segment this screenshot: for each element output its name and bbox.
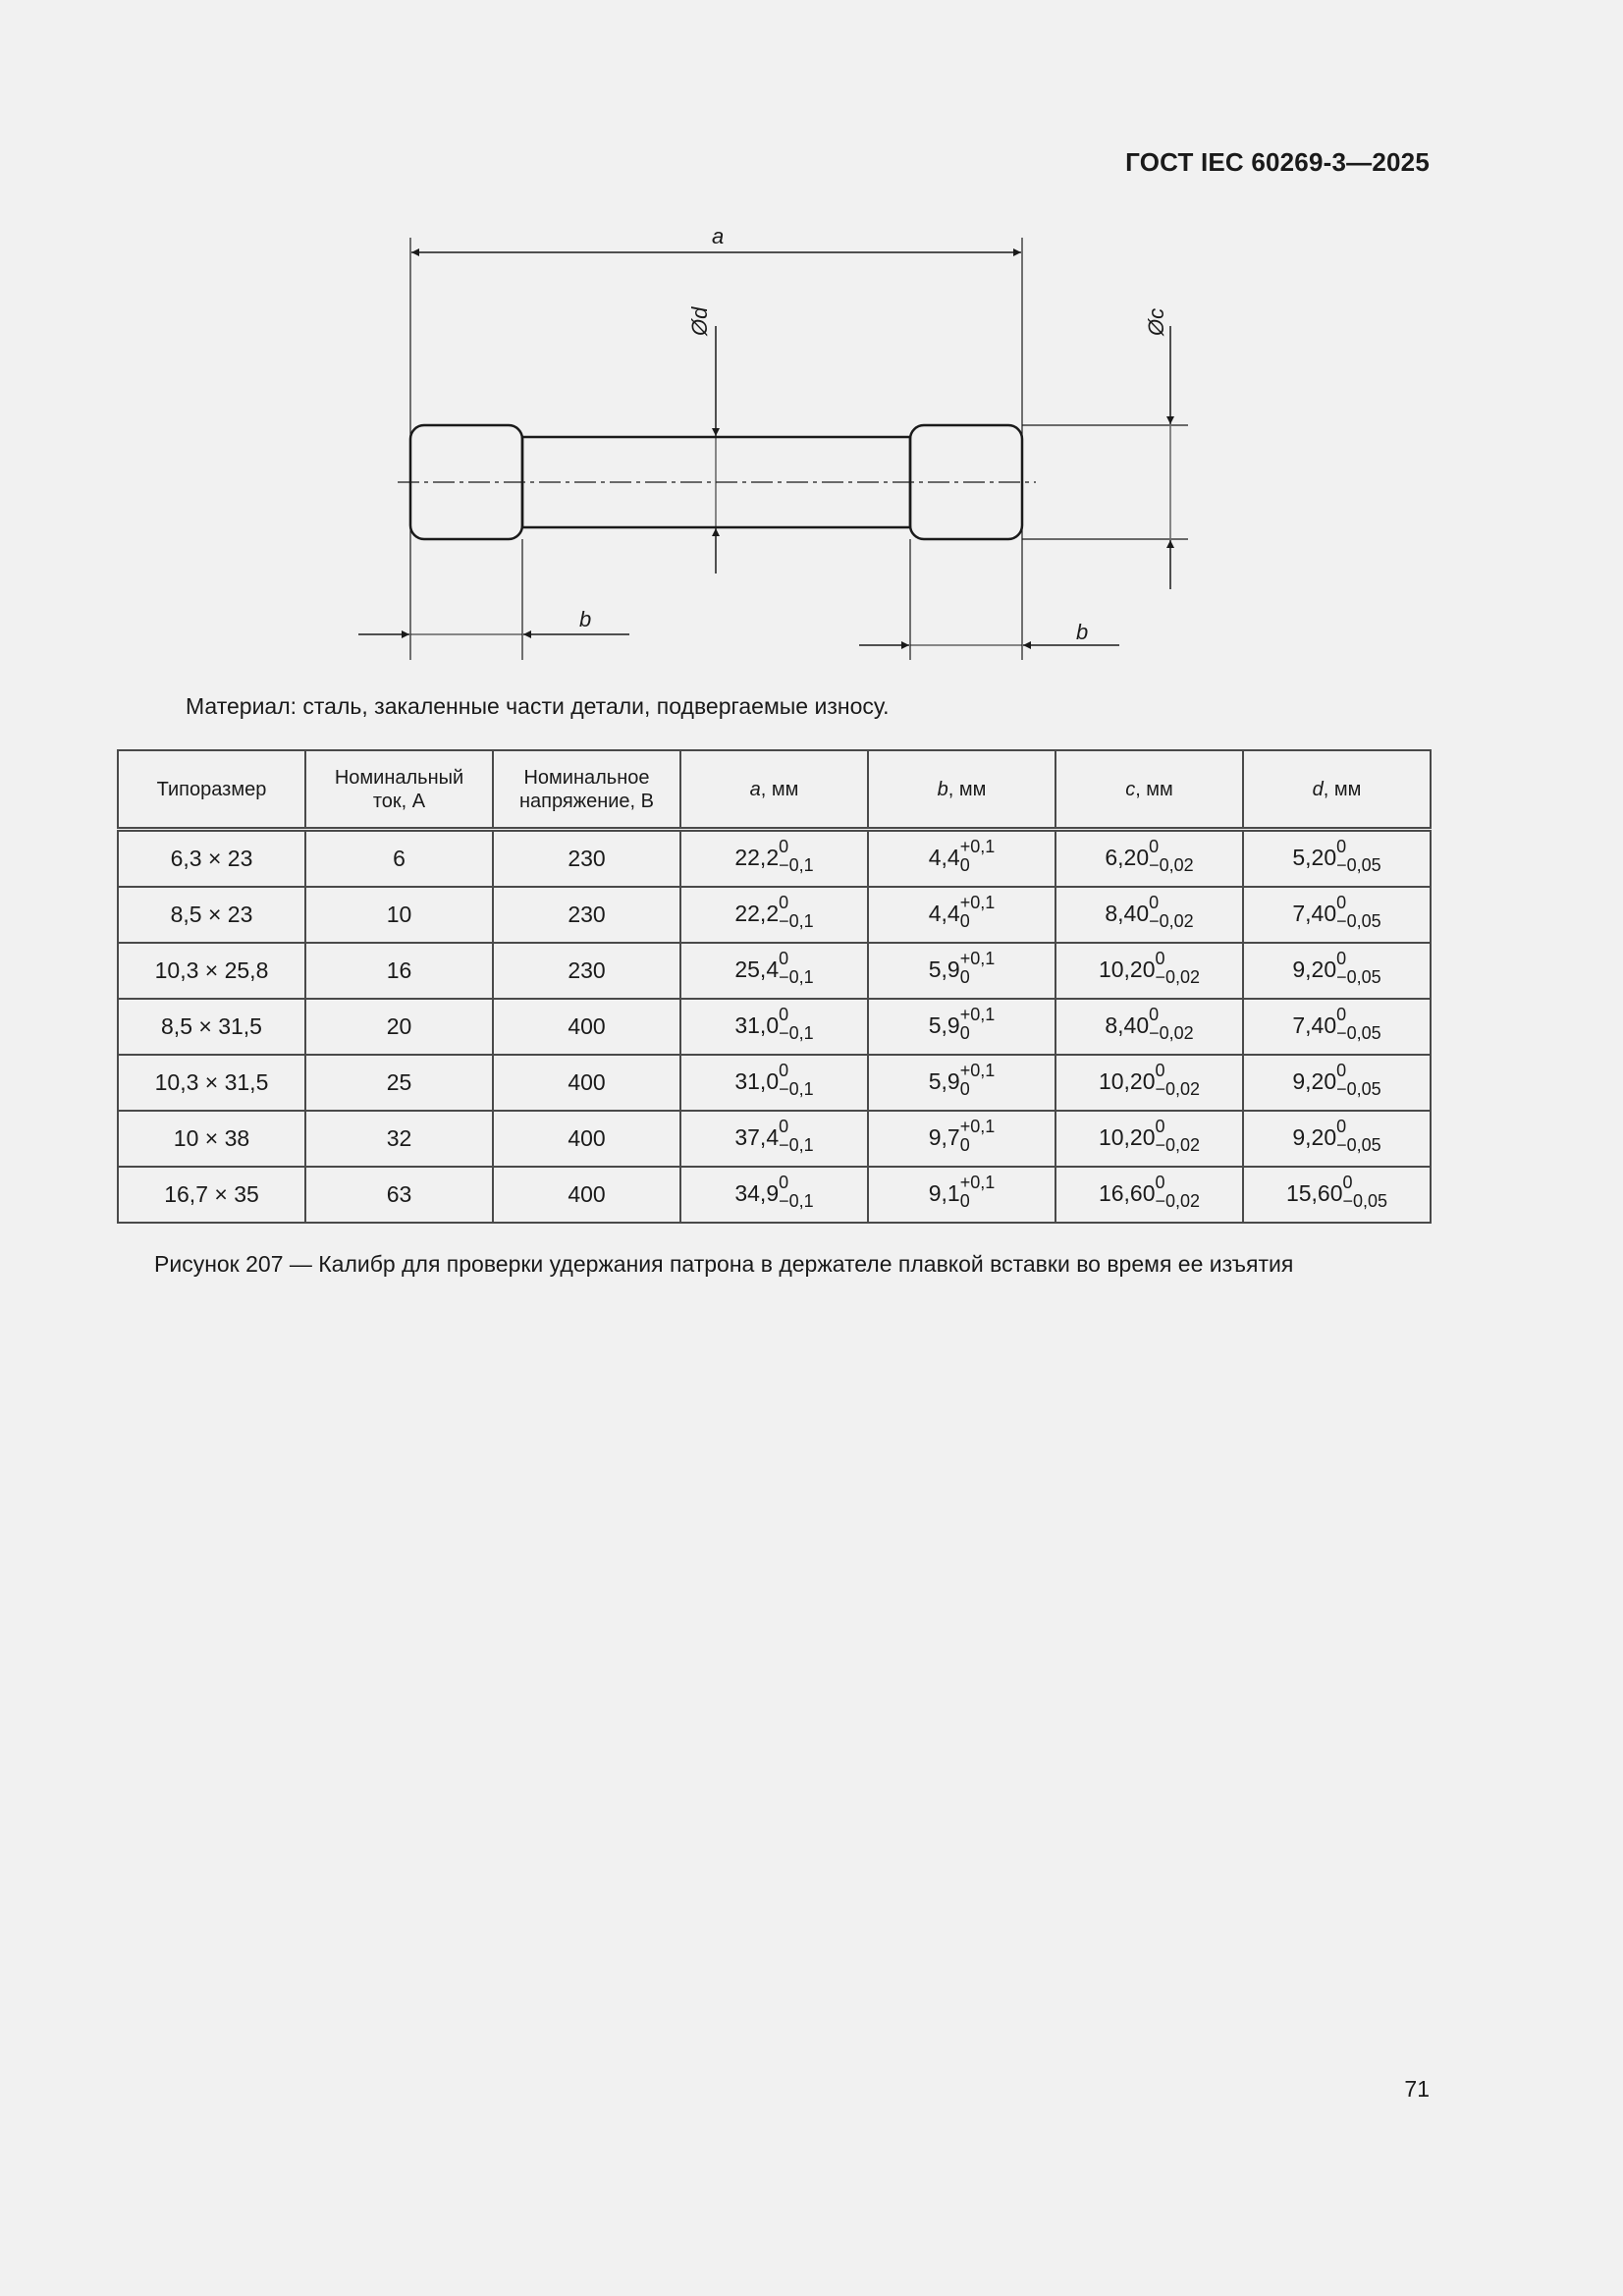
tolerance	[1149, 894, 1194, 931]
label-a: a	[712, 224, 725, 248]
nominal-value: 37,4	[734, 1123, 780, 1150]
cell-d	[1243, 999, 1431, 1055]
tolerance-lower: 0	[959, 1078, 970, 1099]
tolerance	[779, 950, 814, 987]
tolerance-lower: −0,02	[1149, 854, 1194, 875]
tolerance-upper: 0	[1336, 948, 1347, 968]
cell-size: 6,3 × 23	[118, 830, 305, 888]
cell-current: 25	[305, 1055, 493, 1111]
nominal-value: 7,40	[1292, 900, 1337, 926]
tolerance-upper: 0	[779, 892, 789, 912]
cell-c	[1055, 943, 1243, 999]
cell-c	[1055, 999, 1243, 1055]
cell-a	[680, 1167, 868, 1223]
tolerance-lower: −0,05	[1336, 1134, 1381, 1155]
nominal-value: 9,20	[1292, 1123, 1337, 1150]
table-row	[118, 999, 1431, 1055]
header-c: c, мм	[1055, 750, 1243, 830]
tolerance-lower: 0	[959, 854, 970, 875]
nominal-value: 34,9	[734, 1179, 780, 1206]
nominal-value: 9,7	[928, 1123, 960, 1150]
page-number: 71	[1404, 2076, 1430, 2102]
cell-b	[868, 1111, 1055, 1167]
header-d: d, мм	[1243, 750, 1431, 830]
tolerance	[779, 1062, 814, 1099]
nominal-value: 10,20	[1098, 1123, 1156, 1150]
cell-voltage: 230	[493, 830, 680, 888]
tolerance-lower: −0,02	[1155, 1078, 1201, 1099]
tolerance-lower: −0,05	[1342, 1190, 1388, 1211]
cell-b	[868, 887, 1055, 943]
tolerance	[1336, 1062, 1381, 1099]
label-b-right: b	[1076, 620, 1089, 644]
cell-b	[868, 1055, 1055, 1111]
tolerance	[779, 1174, 814, 1211]
cell-voltage: 400	[493, 999, 680, 1055]
nominal-value: 9,20	[1292, 1067, 1337, 1094]
cell-current: 16	[305, 943, 493, 999]
cell-current: 20	[305, 999, 493, 1055]
nominal-value: 5,9	[928, 1011, 960, 1038]
cell-size: 8,5 × 31,5	[118, 999, 305, 1055]
tolerance-upper: 0	[779, 1004, 789, 1024]
cell-d	[1243, 1111, 1431, 1167]
nominal-value: 25,4	[734, 956, 780, 982]
tolerance-upper: +0,1	[959, 1004, 996, 1024]
table-row	[118, 830, 1431, 888]
cell-d	[1243, 943, 1431, 999]
tolerance-lower: 0	[959, 910, 970, 931]
cell-voltage: 230	[493, 887, 680, 943]
nominal-value: 9,1	[928, 1179, 960, 1206]
material-note: Материал: сталь, закаленные части детали, подвергаемые износу.	[186, 693, 890, 719]
tolerance	[1156, 1062, 1201, 1099]
tolerance-upper: 0	[1155, 948, 1165, 968]
tolerance-lower: −0,1	[779, 1022, 814, 1043]
tolerance	[1343, 1174, 1388, 1211]
tolerance-lower: 0	[959, 1190, 970, 1211]
cell-c	[1055, 887, 1243, 943]
cell-size: 16,7 × 35	[118, 1167, 305, 1223]
tolerance	[1156, 1174, 1201, 1211]
table-row	[118, 1111, 1431, 1167]
table-row	[118, 887, 1431, 943]
tolerance-upper: +0,1	[959, 836, 996, 856]
nominal-value: 31,0	[734, 1067, 780, 1094]
cell-voltage: 400	[493, 1111, 680, 1167]
nominal-value: 16,60	[1098, 1179, 1156, 1206]
tolerance-upper: 0	[1155, 1172, 1165, 1192]
cell-size: 10 × 38	[118, 1111, 305, 1167]
cell-d	[1243, 830, 1431, 888]
label-b-left: b	[579, 607, 592, 631]
nominal-value: 10,20	[1098, 956, 1156, 982]
tolerance-upper: 0	[1336, 1116, 1347, 1136]
tolerance	[960, 1062, 996, 1099]
tolerance-lower: −0,02	[1155, 1190, 1201, 1211]
tolerance	[1336, 894, 1381, 931]
tolerance-lower: −0,1	[779, 1078, 814, 1099]
table-header-row	[118, 750, 1431, 830]
cell-voltage: 400	[493, 1055, 680, 1111]
cell-b	[868, 943, 1055, 999]
cell-size: 8,5 × 23	[118, 887, 305, 943]
cell-b	[868, 830, 1055, 888]
nominal-value: 22,2	[734, 900, 780, 926]
nominal-value: 4,4	[928, 844, 960, 870]
nominal-value: 22,2	[734, 844, 780, 870]
tolerance	[779, 894, 814, 931]
cell-size: 10,3 × 25,8	[118, 943, 305, 999]
cell-a	[680, 1111, 868, 1167]
dimensions-table	[117, 749, 1432, 1224]
cell-c	[1055, 1167, 1243, 1223]
tolerance-lower: −0,02	[1155, 966, 1201, 987]
cell-voltage: 230	[493, 943, 680, 999]
header-a: a, мм	[680, 750, 868, 830]
tolerance-upper: +0,1	[959, 1060, 996, 1080]
cell-c	[1055, 1055, 1243, 1111]
nominal-value: 8,40	[1105, 900, 1150, 926]
tolerance-lower: −0,05	[1336, 854, 1381, 875]
tolerance	[960, 950, 996, 987]
tolerance	[1336, 1006, 1381, 1043]
header-current: Номинальный ток, А	[305, 750, 493, 830]
cell-d	[1243, 1055, 1431, 1111]
tolerance	[1156, 950, 1201, 987]
cell-voltage: 400	[493, 1167, 680, 1223]
tolerance-upper: 0	[1155, 1116, 1165, 1136]
cell-size: 10,3 × 31,5	[118, 1055, 305, 1111]
cell-c	[1055, 830, 1243, 888]
cell-a	[680, 943, 868, 999]
tolerance-lower: −0,02	[1149, 910, 1194, 931]
tolerance-lower: −0,1	[779, 966, 814, 987]
tolerance	[779, 838, 814, 875]
tolerance	[1336, 950, 1381, 987]
tolerance	[779, 1006, 814, 1043]
tolerance-upper: 0	[779, 1116, 789, 1136]
cell-b	[868, 1167, 1055, 1223]
table-row	[118, 1167, 1431, 1223]
tolerance-upper: 0	[1149, 1004, 1160, 1024]
nominal-value: 6,20	[1105, 844, 1150, 870]
tolerance-lower: −0,1	[779, 1134, 814, 1155]
cell-d	[1243, 1167, 1431, 1223]
tolerance-upper: 0	[1155, 1060, 1165, 1080]
tolerance-lower: −0,05	[1336, 910, 1381, 931]
table-row	[118, 1055, 1431, 1111]
tolerance-upper: 0	[1149, 892, 1160, 912]
tolerance-upper: +0,1	[959, 1172, 996, 1192]
tolerance-lower: 0	[959, 1022, 970, 1043]
tolerance-lower: −0,1	[779, 910, 814, 931]
label-d: Ød	[687, 306, 712, 336]
tolerance-lower: −0,02	[1155, 1134, 1201, 1155]
nominal-value: 8,40	[1105, 1011, 1150, 1038]
tolerance-upper: +0,1	[959, 892, 996, 912]
cell-current: 6	[305, 830, 493, 888]
nominal-value: 5,9	[928, 1067, 960, 1094]
tolerance-lower: −0,05	[1336, 1022, 1381, 1043]
cell-a	[680, 887, 868, 943]
tolerance-upper: 0	[779, 836, 789, 856]
tolerance-upper: 0	[1342, 1172, 1353, 1192]
tolerance	[960, 1118, 996, 1155]
gauge-drawing	[349, 216, 1213, 668]
tolerance-upper: +0,1	[959, 1116, 996, 1136]
nominal-value: 5,20	[1292, 844, 1337, 870]
figure-caption: Рисунок 207 — Калибр для проверки удержания патрона в держателе плавкой вставки во время ее изъятия	[154, 1251, 1294, 1277]
tolerance-upper: 0	[779, 948, 789, 968]
tolerance-lower: −0,1	[779, 854, 814, 875]
cell-d	[1243, 887, 1431, 943]
tolerance	[1336, 1118, 1381, 1155]
header-voltage: Номинальное напряжение, В	[493, 750, 680, 830]
tolerance-upper: 0	[1149, 836, 1160, 856]
nominal-value: 5,9	[928, 956, 960, 982]
nominal-value: 9,20	[1292, 956, 1337, 982]
tolerance	[1156, 1118, 1201, 1155]
tolerance	[960, 1174, 996, 1211]
cell-c	[1055, 1111, 1243, 1167]
nominal-value: 31,0	[734, 1011, 780, 1038]
tolerance-lower: −0,02	[1149, 1022, 1194, 1043]
tolerance	[1149, 838, 1194, 875]
tolerance	[779, 1118, 814, 1155]
cell-a	[680, 830, 868, 888]
tolerance-lower: −0,05	[1336, 1078, 1381, 1099]
tolerance-upper: 0	[1336, 836, 1347, 856]
label-c: Øc	[1144, 307, 1168, 336]
tolerance-upper: +0,1	[959, 948, 996, 968]
cell-current: 32	[305, 1111, 493, 1167]
tolerance-upper: 0	[1336, 1060, 1347, 1080]
tolerance-lower: −0,1	[779, 1190, 814, 1211]
header-size: Типоразмер	[118, 750, 305, 830]
cell-a	[680, 1055, 868, 1111]
tolerance-upper: 0	[779, 1172, 789, 1192]
tolerance	[960, 894, 996, 931]
cell-current: 63	[305, 1167, 493, 1223]
cell-b	[868, 999, 1055, 1055]
document-code: ГОСТ IEC 60269-3—2025	[1125, 147, 1430, 177]
nominal-value: 4,4	[928, 900, 960, 926]
tolerance	[1149, 1006, 1194, 1043]
tolerance-lower: 0	[959, 1134, 970, 1155]
nominal-value: 15,60	[1285, 1179, 1343, 1206]
cell-current: 10	[305, 887, 493, 943]
tolerance	[960, 1006, 996, 1043]
tolerance-lower: 0	[959, 966, 970, 987]
tolerance	[960, 838, 996, 875]
tolerance	[1336, 838, 1381, 875]
tolerance-lower: −0,05	[1336, 966, 1381, 987]
tolerance-upper: 0	[1336, 892, 1347, 912]
tolerance-upper: 0	[1336, 1004, 1347, 1024]
nominal-value: 10,20	[1098, 1067, 1156, 1094]
cell-a	[680, 999, 868, 1055]
table-row	[118, 943, 1431, 999]
nominal-value: 7,40	[1292, 1011, 1337, 1038]
tolerance-upper: 0	[779, 1060, 789, 1080]
header-b: b, мм	[868, 750, 1055, 830]
